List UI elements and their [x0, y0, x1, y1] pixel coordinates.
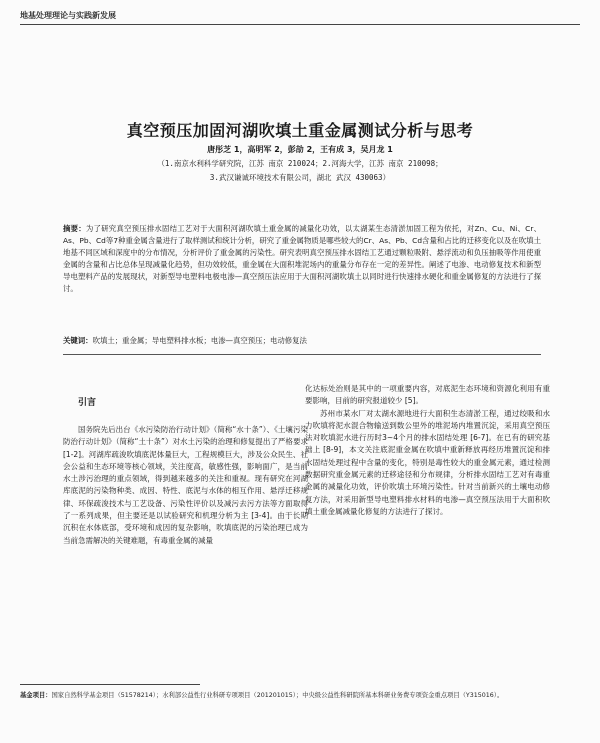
keywords-label: 关键词：	[63, 336, 93, 345]
header-rule	[20, 24, 580, 25]
footnote-rule	[20, 684, 200, 685]
abstract-text: 为了研究真空预压排水固结工艺对于大面积河湖吹填土重金属的减量化功效，以太湖某生态清淤加固工程为依托，对Zn、Cu、Ni、Cr、As、Pb、Cd等7种重金属含量进行了取样测试和统计分析，研究了重金属物质是哪些较大的Cr、As、Pb、Cd含量和占比的迁移变化以及在吹填土地基不同区域和深度中的分布情况，分析评价了重金属的污染性。研究表明真空预压排水固结工艺通过颗粒吸附、悬浮流动和负压抽吸等作用使重金属的含量和占比总体呈现减量化趋势，但功效较低，重金属在大面积堆泥场内的重量分布存在一定的差异性。阐述了电渗、电动修复技术和新型导电塑料产品的发展现状，对新型导电塑料电极电渗—真空预压法应用于大面积河湖吹填土以同时进行快速排水硬化和重金属修复的方法进行了探讨。	[63, 224, 541, 293]
keywords	[63, 335, 541, 346]
footnote-label: 基金项目：	[20, 692, 52, 699]
paragraph: 化达标处治则是其中的一项重要内容，对底泥生态环境和资源化利用有重要影响，目前的研究报道较少 [5]。	[305, 384, 550, 406]
paper-title: 真空预压加固河湖吹填土重金属测试分析与思考	[126, 121, 474, 140]
author-list: 唐彤芝 1，高明军 2，彭劼 2，王有成 3，吴月龙 1	[207, 145, 393, 154]
journal-header: 地基处理理论与实践新发展	[20, 11, 116, 20]
section-heading: 引言	[78, 398, 97, 408]
abstract	[63, 223, 541, 295]
keywords-text: 吹填土；重金属；导电塑料排水板；电渗—真空预压；电动修复法	[92, 336, 307, 345]
abstract-label: 摘要：	[63, 224, 86, 233]
right-column	[305, 383, 550, 518]
section-divider	[63, 354, 541, 355]
funding-footnote	[20, 690, 580, 701]
affiliation-line: （1.南京水利科学研究院，江苏 南京 210024；2.河海大学，江苏 南京 210098；	[157, 159, 443, 168]
paragraph: 苏州市某水厂对太湖水源地进行大面积生态清淤工程，通过绞吸和水力吹填将泥水混合物输送到数公里外的堆泥场内堆置沉淀，采用真空预压法对吹填泥水进行历时3~4个月的排水固结处理 [6-7]。在已有的研究基础上 [8-9]，本文关注底泥重金属在吹填中重新释放再经历堆置沉淀和排水固结处理过程中含量的变化，特别是毒性较大的重金属元素，通过检测数据研究重金属元素的迁移途径和分布规律，分析排水固结工艺对有毒重金属的减量化功效，评价吹填土环境污染性。针对当前新兴的土壤电动修复方法，对采用新型导电塑料排水材料的电渗—真空预压法用于大面积吹填土重金属减量化修复的方法进行了探讨。	[305, 408, 550, 516]
left-column	[63, 424, 308, 547]
affiliation-line: 3.武汉谦诚环境技术有限公司，湖北 武汉 430063）	[209, 173, 391, 182]
footnote-text: 国家自然科学基金项目（51578214）；水利部公益性行业科研专项项目（201201015）；中央级公益性科研院所基本科研业务费专项资金重点项目（Y315016）。	[51, 692, 504, 699]
paragraph: 国务院先后出台《水污染防治行动计划》（简称“水十条”）、《土壤污染防治行动计划》（简称“土十条”）对水土污染的治理和修复提出了严格要求 [1-2]。河湖库疏浚吹填底泥体量巨大，工程规模巨大，涉及公众民生、社会公益和生态环境等核心领域，关注度高，敏感性强，影响面广，是当前水土涉污治理的重点领域，得到越来越多的关注和重视。现有研究在河湖库底泥的污染物种类、成因、特性、底泥与水体的相互作用、悬浮迁移规律、环保疏浚技术与工艺设备、污染性评价以及减污去污方法等方面取得了一系列成果，但主要还是以试验研究和机理分析为主 [3-4]。由于长期沉积在水体底部，受环境和成因的复杂影响，吹填底泥的污染治理已成为当前急需解决的关键难题，有毒重金属的减量	[63, 425, 308, 545]
